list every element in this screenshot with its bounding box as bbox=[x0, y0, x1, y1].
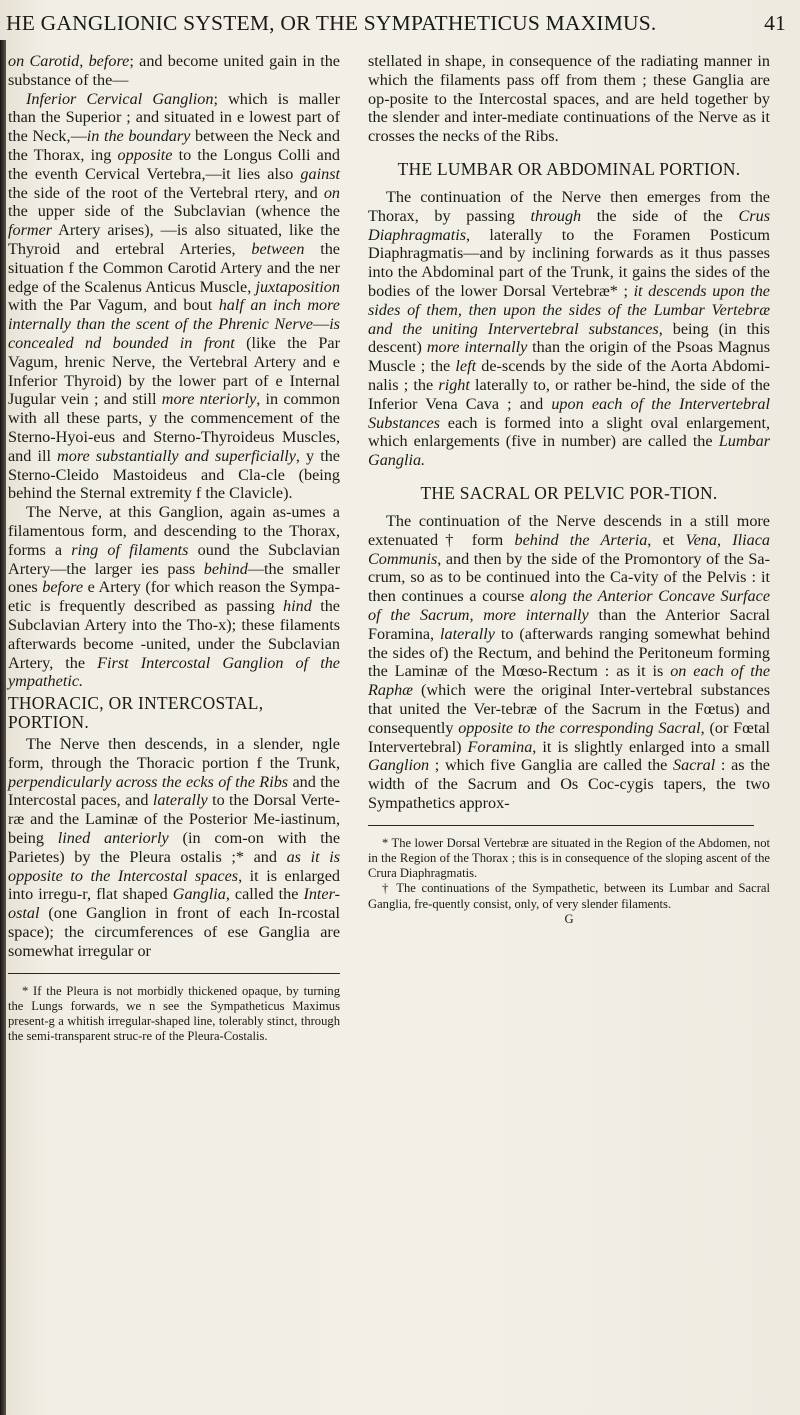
italic-text: Inter-ostal bbox=[8, 885, 340, 923]
italic-text: Sacral bbox=[673, 756, 716, 775]
italic-text: on bbox=[323, 183, 340, 202]
italic-text: left bbox=[455, 357, 477, 376]
italic-text: upon each of the Intervertebral Substances bbox=[368, 394, 770, 432]
footnote-rule bbox=[8, 973, 340, 974]
italic-text: half an inch more internally than the scent of the Phrenic Nerve bbox=[8, 296, 340, 334]
italic-text: on each of the Raphæ bbox=[368, 662, 770, 700]
paragraph: stellated in shape, in consequence of the radiating manner in which the filaments pass off from them ; these Ganglia are op-posite to the Intercostal spaces, and are held together by the slender and inter-mediate continuations of the Nerve as it crosses the necks of the Ribs. bbox=[368, 52, 770, 146]
italic-text: Crus Diaphragmatis bbox=[368, 206, 770, 244]
left-column bbox=[8, 52, 340, 1044]
footnote: * If the Pleura is not morbidly thickened opaque, by turning the Lungs forwards, we n see the Sympatheticus Maximus present-g a whitish irregular-shaped line, tolerably stinct, through the semi-transparent struc-re of the Pleura-Costalis. bbox=[8, 983, 340, 1044]
italic-text: lined anteriorly bbox=[57, 829, 169, 848]
italic-text: before bbox=[42, 578, 84, 597]
page-number: 41 bbox=[764, 11, 786, 35]
paragraph: Inferior Cervical Ganglion; which is maller than the Superior ; and situated in e lowest part of the Neck,—in the boundary between the Neck and the Thorax, ing opposite to the Longus Colli and the eventh Cervical Vertebra,—it lies also gainst the side of the root of the Vertebral rtery, and on the upper side of the Subclavian (whence the former Artery arises), —is also situated, like the Thyroid and ertebral Arteries, between the situation f the Common Carotid Artery and the ner edge of the Scalenus Anticus Muscle, juxtaposition with the Par Vagum, and bout half an inch more internally than the scent of the Phrenic Nerve—is concealed nd bounded in front (like the Par Vagum, hrenic Nerve, the Vertebral Artery and e Inferior Thyroid) by the lower part of e Internal Jugular vein ; and still more nteriorly, in common with all these parts, y the commencement of the Sterno-Hyoi-eus and Sterno-Thyroideus Muscles, and ill more substantially and superficially, y the Sterno-Cleido Mastoideus and Cla-cle (being behind the Sternal extremity f the Clavicle). bbox=[8, 89, 341, 503]
italic-text: between bbox=[251, 239, 305, 258]
italic-text: on Carotid, before bbox=[8, 52, 130, 70]
italic-text: behind bbox=[203, 559, 248, 578]
book-spine-shadow bbox=[0, 40, 6, 1415]
section-heading-thoracic: THORACIC, OR INTERCOSTAL, PORTION. bbox=[8, 693, 264, 733]
paragraph: on Carotid, before; and become united gain in the substance of the— bbox=[8, 52, 340, 89]
italic-text: Ganglion bbox=[368, 756, 430, 775]
italic-text: Ganglia bbox=[172, 885, 226, 904]
italic-text: Inferior Cervical Ganglion bbox=[26, 89, 214, 108]
running-header bbox=[6, 8, 790, 38]
italic-text: behind the Arteria bbox=[514, 530, 648, 549]
italic-text: through bbox=[530, 206, 582, 225]
italic-text: gainst bbox=[300, 164, 340, 183]
italic-text: First Intercostal Ganglion of the ympathetic. bbox=[8, 653, 340, 691]
signature-mark: G bbox=[564, 911, 574, 926]
running-title: HE GANGLIONIC SYSTEM, OR THE SYMPATHETICUS MAXIMUS. bbox=[6, 11, 657, 35]
italic-text: Foramina bbox=[467, 737, 533, 756]
paragraph: The continuation of the Nerve then emerges from the Thorax, by passing through the side of the Crus Diaphragmatis, laterally to the Foramen Posticum Diaphragmatis—and by inclining forwards as it thus passes into the Abdominal part of the Trunk, it gains the sides of the bodies of the lower Dorsal Vertebræ* ; it descends upon the sides of them, then upon the sides of the Lumbar Vertebræ and the uniting Intervertebral substances, being (in this descent) more internally than the origin of the Psoas Magnus Muscle ; the left de-scends by the side of the Aorta Abdomi-nalis ; the right laterally to, or rather be-hind, the side of the Inferior Vena Cava ; and upon each of the Intervertebral Substances each is formed into a slight oval enlargement, which enlargements (five in number) are called the Lumbar Ganglia. bbox=[368, 187, 770, 470]
italic-text: perpendicularly across the ecks of the Ribs bbox=[8, 772, 289, 791]
right-column bbox=[368, 52, 770, 927]
italic-text: juxtaposition bbox=[255, 277, 340, 296]
italic-text: former bbox=[8, 221, 53, 240]
italic-text: hind bbox=[283, 597, 312, 616]
italic-text: opposite to the corresponding Sacral bbox=[458, 718, 701, 737]
italic-text: laterally bbox=[152, 791, 208, 810]
section-heading-sacral: THE SACRAL OR PELVIC POR-TION. bbox=[420, 482, 718, 503]
italic-text: laterally bbox=[440, 624, 495, 643]
italic-text: Lumbar Ganglia. bbox=[368, 432, 770, 470]
italic-text: Vena, Iliaca Communis bbox=[368, 530, 771, 568]
italic-text: it descends upon the sides of them, then upon the sides of the Lumbar Vertebræ and the uniting Intervertebral substances bbox=[368, 281, 770, 338]
paragraph: The Nerve, at this Ganglion, again as-umes a filamentous form, and descending to the Thorax, forms a ring of filaments ound the Subclavian Artery—the larger ies pass behind—the smaller ones before e Artery (for which reason the Sympa-etic is frequently described as passing hind the Subclavian Artery into the Tho-x); these filaments afterwards become -united, under the Subclavian Artery, the First Intercostal Ganglion of the ympathetic. bbox=[8, 503, 341, 691]
italic-text: along the Anterior Concave Surface of the Sacrum, more internally bbox=[368, 587, 771, 624]
footnote: * The lower Dorsal Vertebræ are situated in the Region of the Abdomen, not in the Region of the Thorax ; this is in consequence of the sloping ascent of the Crura Diaphragmatis. bbox=[368, 835, 770, 881]
paragraph: The continuation of the Nerve descends in a still more extenuated† form behind the Arteria, et Vena, Iliaca Communis, and then by the side of the Promontory of the Sa-crum, so as to be continued into the Ca-vity of the Pelvis : it then continues a course along the Anterior Concave Surface of the Sacrum, more internally than the Anterior Sacral Foramina, laterally to (afterwards ranging somewhat behind the sides of) the Rectum, and behind the Peritoneum forming the Laminæ of the Mœso-Rectum : as it is on each of the Raphæ (which were the original Inter-vertebral substances that united the Ver-tebræ of the Sacrum in the Fœtus) and consequently opposite to the corresponding Sacral, (or Fœtal Intervertebral) Foramina, it is slightly enlarged into a small Ganglion ; which five Ganglia are called the Sacral : as the width of the Sacrum and Os Coc-cygis tapers, the two Sympathetics approx- bbox=[368, 511, 771, 812]
italic-text: more nteriorly bbox=[161, 390, 257, 409]
italic-text: ring of filaments bbox=[71, 540, 189, 559]
italic-text: more internally bbox=[426, 338, 528, 357]
italic-text: right bbox=[438, 375, 470, 394]
paragraph: The Nerve then descends, in a slender, ngle form, through the Thoracic portion f the Trunk, perpendicularly across the ecks of the Ribs and the Intercostal paces, and laterally to the Dorsal Verte-ræ and the Laminæ of the Posterior Me-iastinum, being lined anteriorly (in com-on with the Parietes) by the Pleura ostalis ;* and as it is opposite to the Intercostal spaces, it is enlarged into irregu-r, flat shaped Ganglia, called the Inter-ostal (one Ganglion in front of each In-rcostal space); the circumferences of ese Ganglia are somewhat irregular or bbox=[8, 735, 341, 960]
footnote: † The continuations of the Sympathetic, between its Lumbar and Sacral Ganglia, fre-quently consist, only, of very slender filaments. bbox=[368, 881, 770, 911]
italic-text: opposite bbox=[117, 145, 173, 164]
italic-text: in the boundary bbox=[86, 127, 191, 146]
italic-text: as it is opposite to the Intercostal spaces bbox=[8, 847, 340, 885]
italic-text: is concealed nd bounded in front bbox=[8, 315, 340, 352]
section-heading-lumbar: THE LUMBAR OR ABDOMINAL PORTION. bbox=[397, 158, 741, 179]
footnote-rule bbox=[368, 825, 754, 826]
italic-text: more substantially and superficially bbox=[57, 446, 296, 465]
